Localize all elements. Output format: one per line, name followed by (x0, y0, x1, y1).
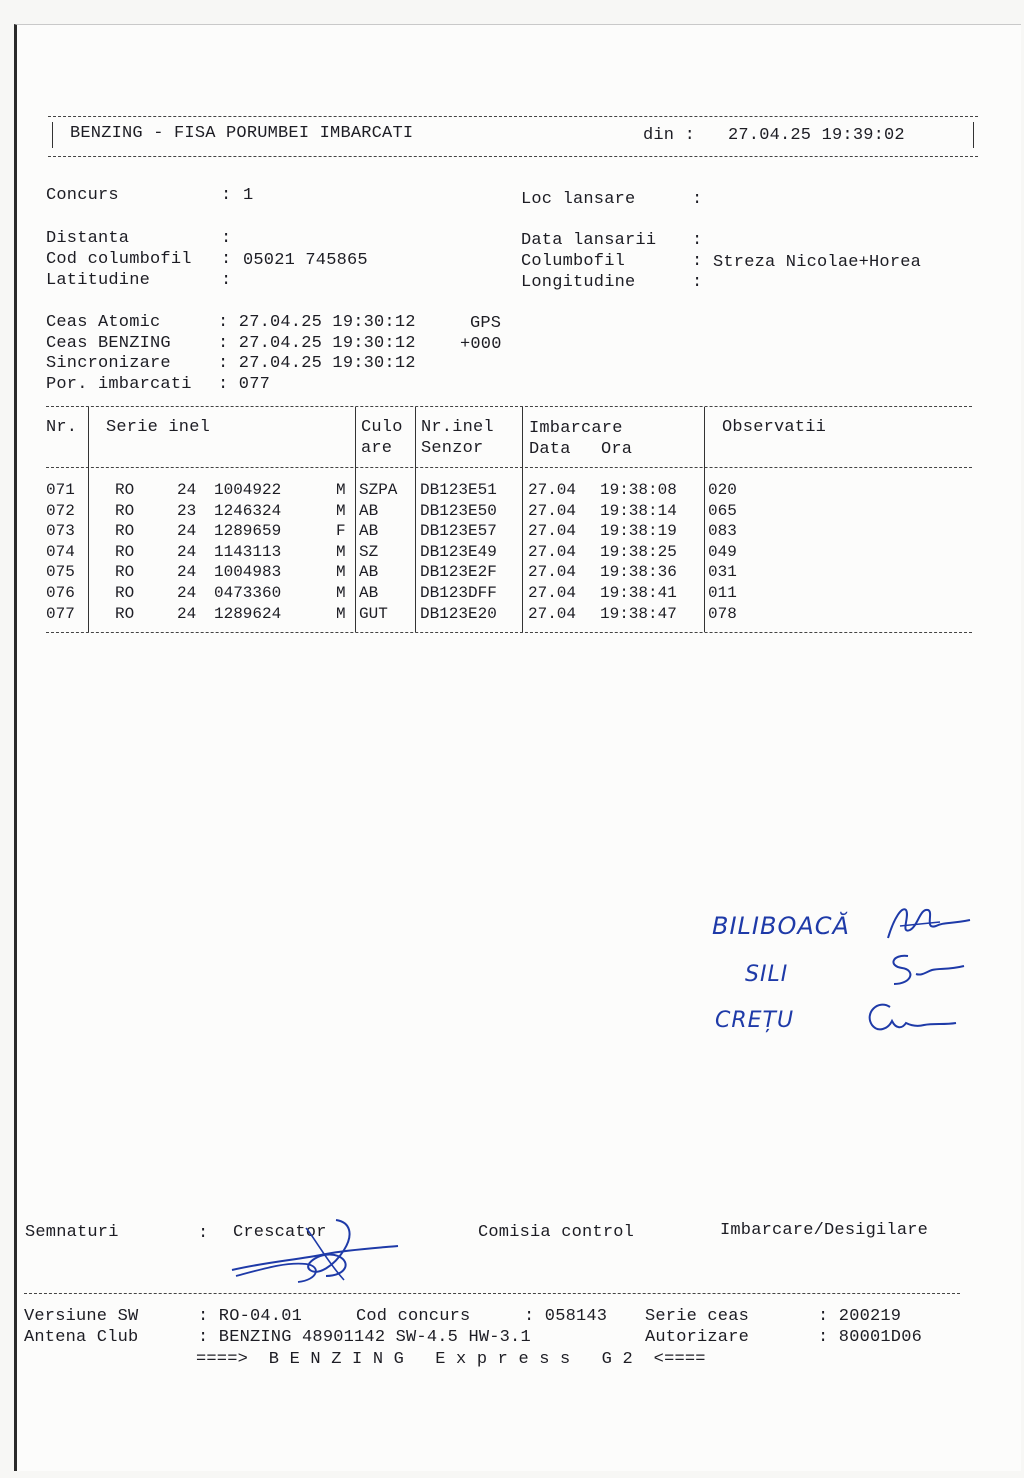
cell-observatii: 078 (708, 604, 737, 623)
cell-sex: M (336, 604, 346, 623)
cell-ora: 19:38:47 (600, 604, 677, 623)
porumbei-imbarcati-label: Por. imbarcati (46, 375, 192, 394)
concurs-value: 1 (243, 186, 254, 205)
cell-an: 24 (177, 481, 197, 499)
cell-inel: 0473360 (214, 584, 282, 602)
versiune-sw-label: Versiune SW (24, 1307, 139, 1326)
cell-sex: F (336, 522, 346, 541)
header-nrinel-1: Nr.inel (421, 418, 494, 437)
cod-columbofil-value: 05021 745865 (243, 251, 368, 270)
col-sep-imbarcare (704, 407, 705, 632)
col-sep-serie (355, 407, 356, 632)
header-culoare-1: Culo (361, 418, 403, 437)
cell-ora: 19:38:19 (600, 522, 677, 541)
cell-sex: M (336, 501, 346, 520)
header-serie-inel: Serie inel (106, 418, 211, 437)
cell-sex: M (336, 542, 346, 561)
cell-nr: 074 (46, 542, 75, 561)
autorizare-label: Autorizare (645, 1328, 750, 1347)
semnaturi-sep: : (198, 1224, 209, 1243)
semnaturi-label: Semnaturi (25, 1223, 119, 1242)
cell-tara: RO (115, 584, 135, 602)
cell-sex: M (336, 563, 346, 582)
cell-senzor: DB123E49 (420, 542, 497, 561)
cell-observatii: 049 (708, 542, 737, 561)
cell-tara: RO (115, 604, 135, 623)
cell-an: 23 (177, 501, 197, 520)
header-observatii: Observatii (722, 418, 827, 437)
handwritten-name-3: CREȚU (715, 1008, 795, 1033)
data-lansarii-sep: : (692, 231, 703, 250)
ceas-benzing-value: : 27.04.25 19:30:12 (218, 334, 416, 353)
cell-data: 27.04 (528, 563, 577, 582)
cell-data: 27.04 (528, 522, 577, 541)
cod-columbofil-sep: : (221, 250, 232, 269)
crescator-label: Crescator (233, 1223, 327, 1242)
din-label: din : (643, 126, 696, 145)
cell-inel: 1246324 (214, 501, 282, 520)
cell-culoare: GUT (359, 604, 388, 623)
cell-observatii: 011 (708, 584, 737, 602)
antena-club-label: Antena Club (24, 1328, 139, 1347)
ceas-benzing-offset: +000 (460, 335, 502, 354)
distanta-sep: : (221, 229, 232, 248)
cell-data: 27.04 (528, 542, 577, 561)
cell-tara: RO (115, 481, 135, 499)
cod-concurs-label: Cod concurs (356, 1307, 471, 1326)
cell-data: 27.04 (528, 604, 577, 623)
imbarcare-desigilare-label: Imbarcare/Desigilare (720, 1221, 929, 1240)
latitudine-sep: : (221, 271, 232, 290)
cell-observatii: 065 (708, 501, 737, 520)
cell-culoare: AB (359, 584, 379, 602)
cell-tara: RO (115, 563, 135, 582)
handwritten-name-2: SILI (745, 962, 789, 987)
cell-senzor: DB123DFF (420, 584, 497, 602)
concurs-sep: : (221, 186, 242, 205)
din-value: 27.04.25 19:39:02 (728, 126, 905, 145)
cell-observatii: 083 (708, 522, 737, 541)
handwritten-name-1: BILIBOACĂ (712, 912, 850, 940)
header-nrinel-2: Senzor (421, 439, 484, 458)
cell-an: 24 (177, 604, 197, 623)
cell-nr: 072 (46, 501, 75, 520)
cell-data: 27.04 (528, 481, 577, 499)
header-ora: Ora (601, 440, 633, 459)
columbofil-value: Streza Nicolae+Horea (713, 253, 922, 272)
loc-lansare-label: Loc lansare (521, 190, 636, 209)
cell-senzor: DB123E51 (420, 481, 497, 499)
distanta-label: Distanta (46, 229, 130, 248)
cell-an: 24 (177, 563, 197, 582)
cell-ora: 19:38:41 (600, 584, 677, 602)
cod-columbofil-label: Cod columbofil (46, 250, 192, 269)
concurs-label: Concurs (46, 186, 119, 205)
cell-senzor: DB123E50 (420, 501, 497, 520)
signature-scribble-2 (882, 948, 972, 993)
cell-nr: 073 (46, 522, 75, 541)
cell-culoare: AB (359, 522, 379, 541)
cell-culoare: AB (359, 563, 379, 582)
header-imbarcare: Imbarcare (529, 419, 623, 438)
cell-inel: 1004983 (214, 563, 282, 582)
porumbei-imbarcati-value: : 077 (218, 375, 271, 394)
cell-culoare: AB (359, 501, 379, 520)
crescator-signature (226, 1210, 406, 1290)
cell-nr: 076 (46, 584, 75, 602)
antena-club-value: : BENZING 48901142 SW-4.5 HW-3.1 (198, 1328, 531, 1347)
sincronizare-value: : 27.04.25 19:30:12 (218, 354, 416, 373)
header-nr: Nr. (46, 418, 78, 437)
header-bottom-rule (48, 156, 978, 157)
cell-senzor: DB123E20 (420, 604, 497, 623)
versiune-sw-value: : RO-04.01 (198, 1307, 303, 1326)
ceas-atomic-source: GPS (470, 314, 502, 333)
comisia-control-label: Comisia control (478, 1223, 635, 1242)
header-top-rule (48, 116, 978, 117)
cell-nr: 075 (46, 563, 75, 582)
cell-data: 27.04 (528, 501, 577, 520)
data-lansarii-label: Data lansarii (521, 231, 657, 250)
cell-tara: RO (115, 522, 135, 541)
columbofil-label: Columbofil (521, 252, 626, 271)
longitudine-label: Longitudine (521, 273, 636, 292)
benzing-express-brand: ====> B E N Z I N G E x p r e s s G 2 <==== (196, 1350, 706, 1369)
header-culoare-2: are (361, 439, 393, 458)
latitudine-label: Latitudine (46, 271, 151, 290)
cod-concurs-value: : 058143 (524, 1307, 608, 1326)
col-sep-nr (88, 407, 89, 632)
serie-ceas-label: Serie ceas (645, 1307, 750, 1326)
table-header-rule (46, 467, 972, 468)
cell-ora: 19:38:36 (600, 563, 677, 582)
cell-observatii: 031 (708, 563, 737, 582)
sincronizare-label: Sincronizare (46, 354, 171, 373)
col-sep-culoare (415, 407, 416, 632)
cell-inel: 1004922 (214, 481, 282, 499)
longitudine-sep: : (692, 273, 703, 292)
cell-ora: 19:38:14 (600, 501, 677, 520)
cell-sex: M (336, 481, 346, 499)
cell-nr: 071 (46, 481, 75, 499)
document-title: BENZING - FISA PORUMBEI IMBARCATI (70, 124, 414, 143)
cell-tara: RO (115, 501, 135, 520)
table-top-rule (46, 406, 972, 407)
ceas-atomic-label: Ceas Atomic (46, 313, 161, 332)
cell-ora: 19:38:25 (600, 542, 677, 561)
cell-senzor: DB123E2F (420, 563, 497, 582)
columbofil-sep: : (692, 252, 703, 271)
cell-data: 27.04 (528, 584, 577, 602)
cell-inel: 1289659 (214, 522, 282, 541)
cell-an: 24 (177, 542, 197, 561)
serie-ceas-value: : 200219 (818, 1307, 902, 1326)
cell-an: 24 (177, 584, 197, 602)
loc-lansare-sep: : (692, 190, 703, 209)
cell-culoare: SZPA (359, 481, 398, 499)
cell-inel: 1143113 (214, 542, 282, 561)
cell-ora: 19:38:08 (600, 481, 677, 499)
header-left-bar (52, 122, 53, 148)
signature-scribble-3 (860, 995, 960, 1040)
col-sep-senzor (522, 407, 523, 632)
cell-sex: M (336, 584, 346, 602)
document-sheet (14, 24, 1021, 1471)
cell-tara: RO (115, 542, 135, 561)
footer-top-rule (24, 1293, 960, 1294)
cell-an: 24 (177, 522, 197, 541)
cell-nr: 077 (46, 604, 75, 623)
header-right-bar (973, 122, 974, 148)
cell-senzor: DB123E57 (420, 522, 497, 541)
signature-scribble-1 (880, 900, 975, 945)
header-data: Data (529, 440, 571, 459)
cell-culoare: SZ (359, 542, 379, 561)
cell-inel: 1289624 (214, 604, 282, 623)
autorizare-value: : 80001D06 (818, 1328, 923, 1347)
ceas-benzing-label: Ceas BENZING (46, 334, 171, 353)
table-bottom-rule (46, 632, 972, 633)
cell-observatii: 020 (708, 481, 737, 499)
ceas-atomic-value: : 27.04.25 19:30:12 (218, 313, 416, 332)
